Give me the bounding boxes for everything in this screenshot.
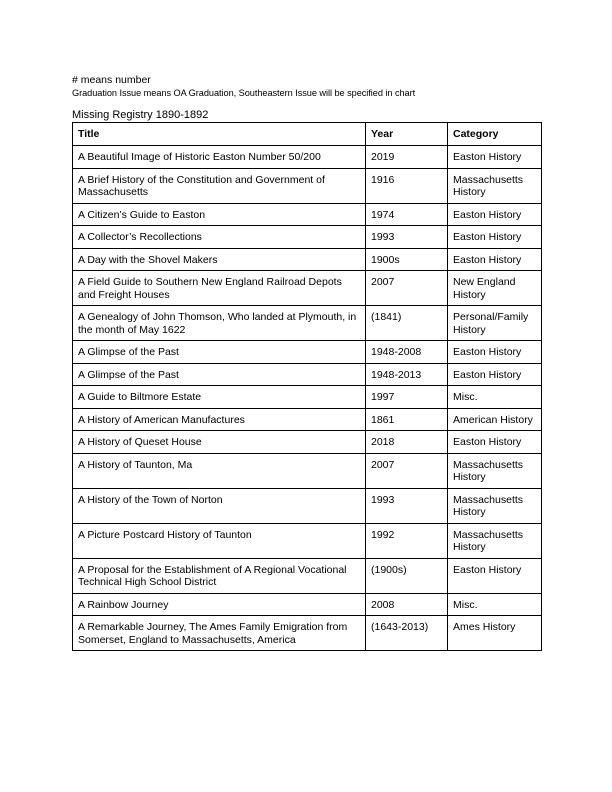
cell-year: 1861 (366, 408, 448, 431)
table-row (73, 431, 542, 454)
cell-title: A History of American Manufactures (73, 408, 366, 431)
cell-year: (1900s) (366, 558, 448, 593)
cell-category: Massachusetts History (448, 453, 542, 488)
table-row (73, 203, 542, 226)
cell-year: 1916 (366, 168, 448, 203)
table-row (73, 408, 542, 431)
cell-category: Easton History (448, 363, 542, 386)
cell-title: A Glimpse of the Past (73, 363, 366, 386)
cell-category: Personal/Family History (448, 306, 542, 341)
cell-category: Misc. (448, 593, 542, 616)
table-row (73, 558, 542, 593)
table-row (73, 248, 542, 271)
cell-title: A History of Queset House (73, 431, 366, 454)
cell-year: 2008 (366, 593, 448, 616)
cell-title: A Guide to Biltmore Estate (73, 386, 366, 409)
table-row (73, 453, 542, 488)
cell-title: A Citizen’s Guide to Easton (73, 203, 366, 226)
cell-year: 2007 (366, 453, 448, 488)
table-caption: Missing Registry 1890-1892 (72, 109, 209, 121)
note-graduation-issue: Graduation Issue means OA Graduation, Southeastern Issue will be specified in chart (72, 88, 416, 98)
table-row (73, 616, 542, 651)
cell-title: A Beautiful Image of Historic Easton Number 50/200 (73, 146, 366, 169)
cell-category: Massachusetts History (448, 488, 542, 523)
header-title: Title (73, 123, 366, 146)
header-category: Category (448, 123, 542, 146)
cell-year: (1643-2013) (366, 616, 448, 651)
cell-year: 1993 (366, 488, 448, 523)
table-row (73, 226, 542, 249)
cell-year: 1997 (366, 386, 448, 409)
cell-title: A Brief History of the Constitution and Government of Massachusetts (73, 168, 366, 203)
notes-block (72, 73, 552, 100)
cell-category: Easton History (448, 248, 542, 271)
cell-category: American History (448, 408, 542, 431)
registry-table (72, 122, 542, 651)
table-body (73, 146, 542, 651)
cell-year: 2019 (366, 146, 448, 169)
table-row (73, 146, 542, 169)
cell-category: Ames History (448, 616, 542, 651)
cell-title: A Glimpse of the Past (73, 341, 366, 364)
table-row (73, 363, 542, 386)
cell-title: A Genealogy of John Thomson, Who landed at Plymouth, in the month of May 1622 (73, 306, 366, 341)
table-row (73, 341, 542, 364)
cell-title: A Proposal for the Establishment of A Regional Vocational Technical High School District (73, 558, 366, 593)
cell-category: Easton History (448, 341, 542, 364)
cell-year: 1948-2013 (366, 363, 448, 386)
cell-year: 1993 (366, 226, 448, 249)
table-header-row (73, 123, 542, 146)
cell-year: 1992 (366, 523, 448, 558)
table-row (73, 523, 542, 558)
note-number-symbol: # means number (72, 74, 151, 86)
cell-category: Massachusetts History (448, 523, 542, 558)
cell-category: Massachusetts History (448, 168, 542, 203)
cell-year: (1841) (366, 306, 448, 341)
cell-title: A History of the Town of Norton (73, 488, 366, 523)
cell-year: 1948-2008 (366, 341, 448, 364)
table-row (73, 386, 542, 409)
cell-category: Easton History (448, 203, 542, 226)
header-year: Year (366, 123, 448, 146)
table-row (73, 168, 542, 203)
cell-title: A Rainbow Journey (73, 593, 366, 616)
cell-title: A Day with the Shovel Makers (73, 248, 366, 271)
cell-title: A Picture Postcard History of Taunton (73, 523, 366, 558)
cell-title: A History of Taunton, Ma (73, 453, 366, 488)
cell-category: New England History (448, 271, 542, 306)
cell-year: 2007 (366, 271, 448, 306)
table-row (73, 306, 542, 341)
cell-year: 2018 (366, 431, 448, 454)
cell-category: Easton History (448, 146, 542, 169)
cell-title: A Collector’s Recollections (73, 226, 366, 249)
cell-category: Misc. (448, 386, 542, 409)
table-row (73, 271, 542, 306)
table-row (73, 593, 542, 616)
table-row (73, 488, 542, 523)
cell-category: Easton History (448, 558, 542, 593)
cell-year: 1974 (366, 203, 448, 226)
cell-category: Easton History (448, 431, 542, 454)
cell-title: A Remarkable Journey, The Ames Family Emigration from Somerset, England to Massachusetts, America (73, 616, 366, 651)
cell-year: 1900s (366, 248, 448, 271)
cell-category: Easton History (448, 226, 542, 249)
cell-title: A Field Guide to Southern New England Railroad Depots and Freight Houses (73, 271, 366, 306)
